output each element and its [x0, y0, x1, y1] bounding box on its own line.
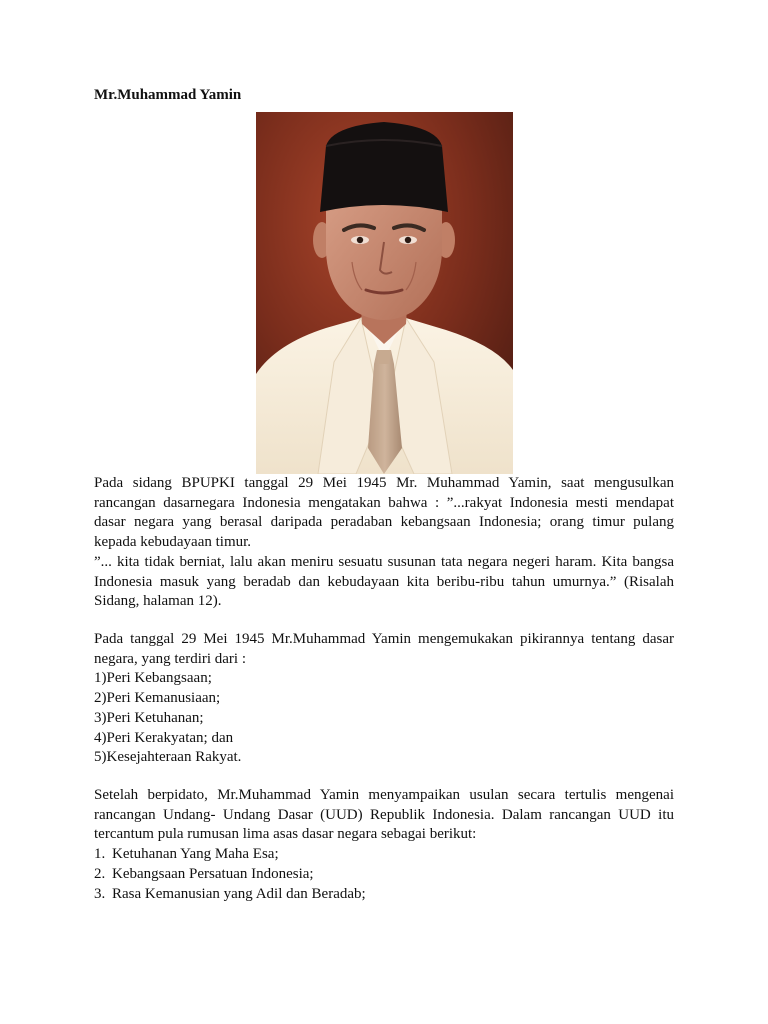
paragraph-uud-intro: Setelah berpidato, Mr.Muhammad Yamin menyampaikan usulan secara tertulis mengenai rancangan Undang- Undang Dasar (UUD) Republik Indonesia. Dalam rancangan UUD itu tercantum pula rumusan lima asas dasar negara sebagai berikut: [94, 787, 674, 843]
paragraph-bpupki-part1: Pada sidang BPUPKI tanggal 29 Mei 1945 Mr. Muhammad Yamin, saat mengusulkan rancangan dasarnegara Indonesia mengatakan bahwa : ”...rakyat Indonesia mesti mendapat dasar negara yang berasal daripada peradaban kebangsaan Indonesia; orang timur pulang kepada kebudayaan timur. [94, 475, 674, 551]
paragraph-uud [94, 786, 674, 904]
list-item-text: Kebangsaan Persatuan Indonesia; [112, 865, 314, 882]
list-item-text: Rasa Kemanusian yang Adil dan Beradab; [112, 885, 366, 902]
peri-list [94, 669, 674, 768]
asas-list [94, 845, 674, 904]
list-item: 2)Peri Kemanusiaan; [94, 690, 221, 707]
list-item-number: 3. [94, 885, 106, 902]
list-item: 4)Peri Kerakyatan; dan [94, 729, 234, 746]
list-item [94, 885, 674, 905]
list-item-text: Ketuhanan Yang Maha Esa; [112, 846, 279, 863]
list-item [94, 865, 674, 885]
paragraph-bpupki [94, 474, 674, 612]
paragraph-bpupki-part2: ”... kita tidak berniat, lalu akan meniru sesuatu susunan tata negara negeri haram. Kita bangsa Indonesia masuk yang beradab dan kebudayaan kita beribu-ribu tahun umurnya.” (Risalah Sidang, halaman 12). [94, 553, 674, 610]
paragraph-peri-list [94, 630, 674, 768]
list-item-number: 2. [94, 865, 106, 882]
portrait-photo [256, 112, 513, 474]
list-item: 1)Peri Kebangsaan; [94, 670, 212, 687]
paragraph-peri-intro: Pada tanggal 29 Mei 1945 Mr.Muhammad Yamin mengemukakan pikirannya tentang dasar negara, yang terdiri dari : [94, 631, 674, 667]
page-title: Mr.Muhammad Yamin [94, 87, 242, 103]
list-item [94, 845, 674, 865]
list-item: 5)Kesejahteraan Rakyat. [94, 749, 242, 766]
list-item-number: 1. [94, 846, 106, 863]
list-item: 3)Peri Ketuhanan; [94, 709, 204, 726]
